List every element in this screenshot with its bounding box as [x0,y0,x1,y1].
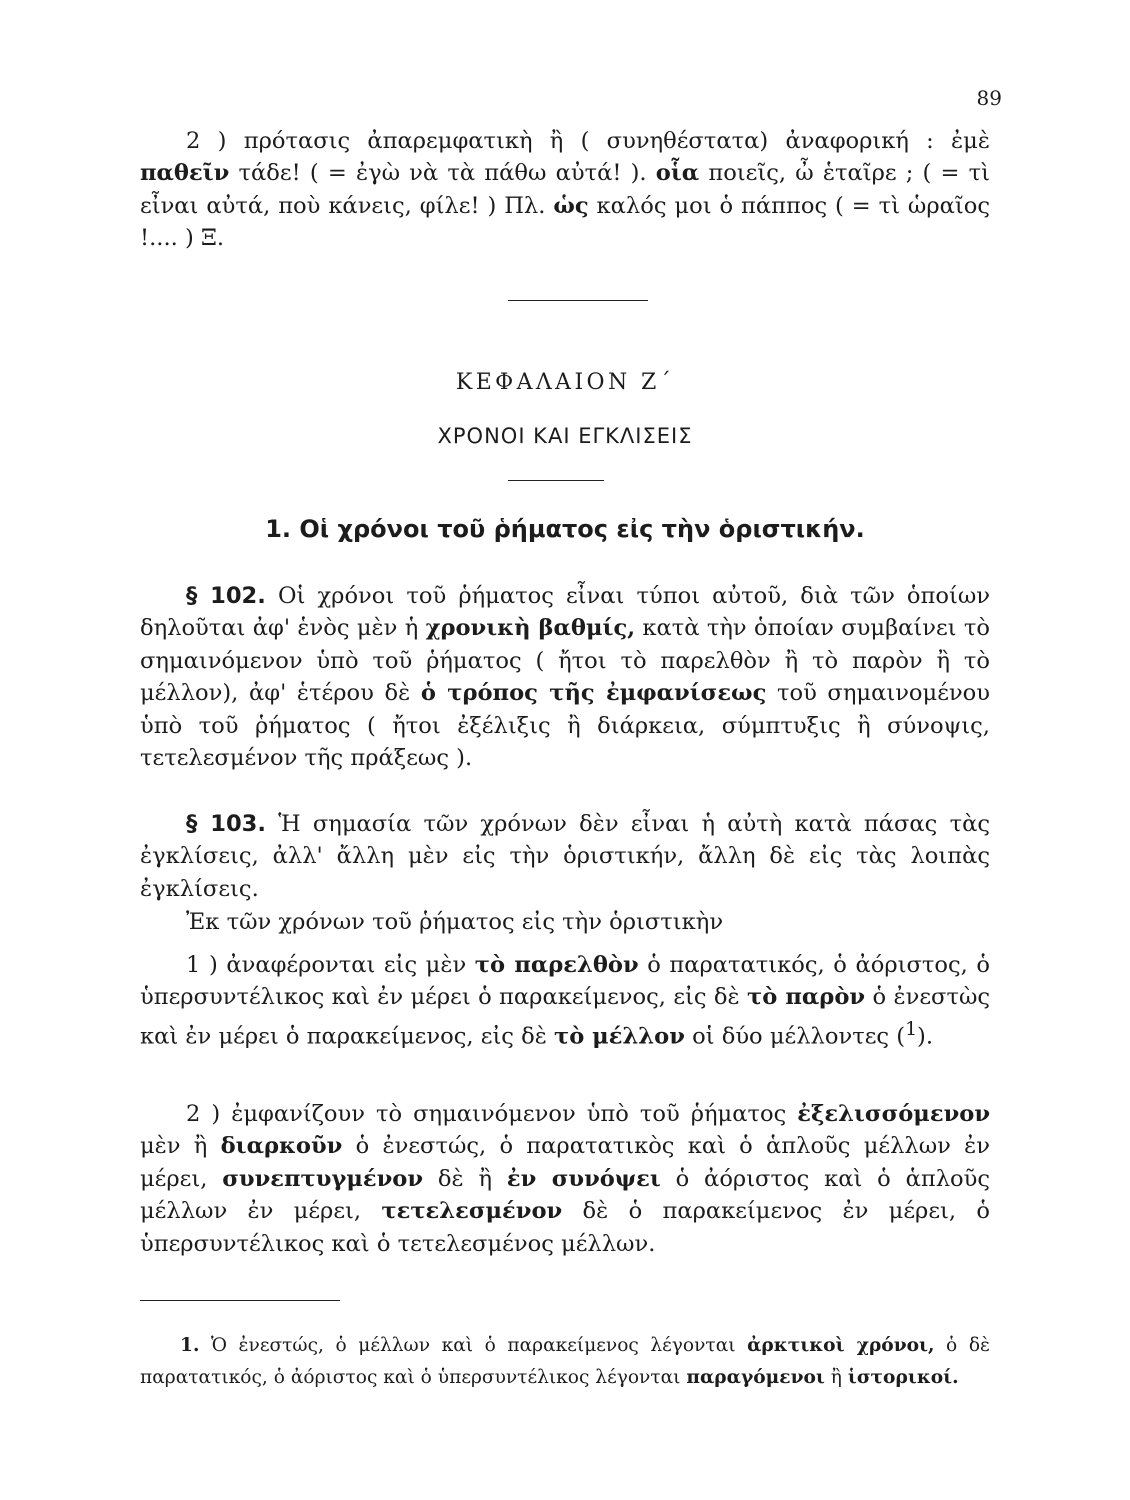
bold-term: ἀρκτικοὶ χρόνοι, [747,1335,935,1356]
text-span: τάδε! ( = ἐγὼ νὰ τὰ πάθω αὐτά! ). [229,160,656,187]
text-span: ). [917,1023,934,1050]
bold-term: ἐξελισσόμενον [797,1101,990,1127]
text-span: 1 ) ἀναφέρονται εἰς μὲν [186,952,475,978]
footnote-rule [140,1300,340,1301]
divider-rule [508,300,648,301]
chapter-subtitle: ΧΡΟΝΟΙ ΚΑΙ ΕΓΚΛΙΣΕΙΣ [437,424,693,448]
text-span: ὁ παρατατικός, ὁ ἀόριστος, ὁ ὑπερσυντέλικος καὶ ἐν μέρει ὁ παρακείμενος, εἰς δὲ [140,952,990,1011]
footnote-ref: 1 [905,1018,918,1040]
page-number: 89 [976,86,1002,110]
text-span: ἢ [824,1367,848,1388]
list-item-1 [140,949,990,1053]
text-span: μὲν ἢ [140,1133,221,1160]
section-number: § 102. [186,583,266,609]
bold-term: ὁ τρόπος τῆς ἐμφανίσεως [420,680,767,707]
section-heading: 1. Οἱ χρόνοι τοῦ ῥήματος εἰς τὴν ὁριστικήν. [265,515,865,543]
text-span: καλός μοι ὁ πάππος ( = τὶ ὡραῖος !.... ) Ξ. [140,192,990,252]
bold-term: οἷα [655,160,700,187]
bold-term: παθεῖν [140,160,230,187]
paragraph-102 [140,580,990,774]
text-span: ὁ ἐνεστώς, ὁ παρατατικὸς καὶ ὁ ἁπλοῦς μέλλων ἐν μέρει, [140,1133,990,1192]
chapter-title: ΚΕΦΑΛΑΙΟΝ Ζ΄ [455,370,675,395]
bold-term: τὸ παρελθὸν [474,952,639,978]
text-span: Ὁ ἐνεστώς, ὁ μέλλων καὶ ὁ παρακείμενος λέγονται [199,1335,748,1356]
bold-term: ἱστορικοί. [847,1367,959,1388]
text-span: ὁ δὲ παρατατικός, ὁ ἀόριστος καὶ ὁ ὑπερσυντέλικος λέγονται [140,1335,990,1388]
intro-line [140,906,990,938]
divider-rule [508,480,604,481]
intro-paragraph [140,125,990,255]
text-span: 2 ) πρότασις ἀπαρεμφατικὴ ἢ ( συνηθέστατα) ἀναφορική : ἐμὲ [186,128,990,154]
text-span: 2 ) ἐμφανίζουν τὸ σημαινόμενον ὑπὸ τοῦ ῥήματος [186,1101,798,1127]
text-span: ὁ ἀόριστος καὶ ὁ ἁπλοῦς μέλλων ἐν μέρει, [140,1165,991,1225]
text-span: Ἡ σημασία τῶν χρόνων δὲν εἶναι ἡ αὐτὴ κατὰ πάσας τὰς ἐγκλίσεις, ἀλλ' ἄλλη μὲν εἰς τὴν ὁριστικήν, ἄλλη δὲ εἰς τὰς λοιπὰς ἐγκλίσεις. [140,811,990,902]
text-span: ὁ ἐνεστὼς καὶ ἐν μέρει ὁ παρακείμενος, εἰς δὲ [140,984,991,1050]
text-span: ποιεῖς, ὦ ἑταῖρε ; ( = τὶ εἶναι αὐτά, ποὺ κάνεις, φίλε! ) Πλ. [140,160,990,219]
bold-term: χρονικὴ βαθμίς, [425,615,636,642]
text-span: Ἐκ τῶν χρόνων τοῦ ῥήματος εἰς τὴν ὁριστικὴν [186,909,724,935]
bold-term: τὸ παρὸν [747,984,866,1011]
list-item-2 [140,1098,990,1260]
text-span: δὲ ἢ [423,1165,507,1192]
bold-term: διαρκοῦν [220,1133,343,1160]
bold-term: τετελεσμένον [381,1198,563,1225]
footnote-number: 1. [180,1335,200,1356]
bold-term: συνεπτυγμένον [222,1165,424,1192]
text-span: κατὰ τὴν ὁποίαν συμβαίνει τὸ σημαινόμενον ὑπὸ τοῦ ῥήματος ( ἤτοι τὸ παρελθὸν ἢ τὸ παρὸν ἢ τὸ μέλλον), ἀφ' ἑτέρου δὲ [140,615,990,707]
bold-term: τὸ μέλλον [554,1023,685,1050]
bold-term: ἐν συνόψει [506,1165,661,1192]
text-span: τοῦ σημαινομένου ὑπὸ τοῦ ῥήματος ( ἤτοι ἐξέλιξις ἢ διάρκεια, σύμπτυξις ἢ σύνοψις, τετελεσμένον τῆς πράξεως ). [140,680,990,772]
paragraph-103 [140,808,990,905]
text-span: δὲ ὁ παρακείμενος ἐν μέρει, ὁ ὑπερσυντέλικος καὶ ὁ τετελεσμένος μέλλων. [140,1198,991,1257]
text-span: Οἱ χρόνοι τοῦ ῥήματος εἶναι τύποι αὐτοῦ, διὰ τῶν ὁποίων δηλοῦται ἀφ' ἑνὸς μὲν ἡ [140,583,990,642]
footnote [140,1330,990,1394]
bold-term: παραγόμενοι [686,1367,825,1388]
section-number: § 103. [186,811,266,837]
text-span: οἱ δύο μέλλοντες ( [684,1023,906,1050]
bold-term: ὡς [553,192,589,219]
